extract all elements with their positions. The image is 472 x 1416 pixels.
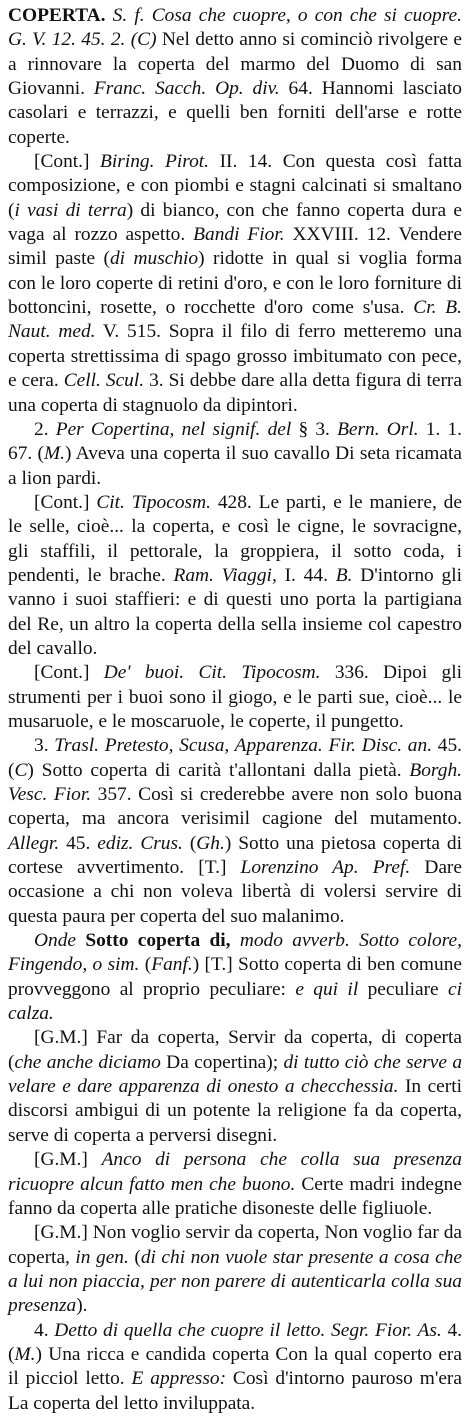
text-run: ( <box>182 832 197 854</box>
text-run: Certe madri indegne fanno da coperta alle pratiche disoneste delle figliuole. <box>8 1173 462 1219</box>
italic-text-run: Detto di quella che cuopre il letto. Segr. Fior. As. <box>54 1319 442 1341</box>
italic-text-run: Allegr. <box>8 832 60 854</box>
text-run: ). <box>76 1295 88 1317</box>
text-run: I. 44. <box>276 564 336 586</box>
italic-text-run: Borgh. Vesc. Fior. <box>8 759 462 805</box>
entry-paragraph <box>8 1148 462 1221</box>
text-run: § 3. <box>291 418 338 440</box>
entry-paragraph <box>8 491 462 661</box>
entry-paragraph <box>8 1221 462 1318</box>
entry-paragraph <box>8 150 462 418</box>
entry-paragraph <box>8 929 462 1026</box>
text-run: 336. Dipoi gli strumenti per i buoi sono il giogo, e le parti sue, cioè... le musaruole, e le moscaruole, le coperte, il pungetto. <box>8 662 462 732</box>
text-run: [Cont.] <box>34 662 104 684</box>
text-run: Da copertina); <box>160 1051 284 1073</box>
italic-text-run: B. <box>335 564 353 586</box>
italic-text-run: M. <box>14 1343 36 1365</box>
italic-text-run: Bern. Orl. <box>337 418 419 440</box>
text-run: 4. <box>34 1319 55 1341</box>
italic-text-run: Gh. <box>196 832 225 854</box>
text-run: 428. Le parti, e le maniere, de le selle, cioè... la coperta, e così le cigne, le sovracigne, gli staffili, il pettorale, la groppiera, il sotto coda, i pendenti, le brache. <box>8 491 462 586</box>
text-run: II. 14. Con questa così fatta composizione, e con piombi e stagni calcinati si smaltano ( <box>8 151 462 221</box>
italic-text-run: E appresso: <box>131 1368 227 1390</box>
text-run: 2. <box>34 418 56 440</box>
italic-text-run: e qui il <box>295 978 359 1000</box>
text-run: 1. 1. 67. ( <box>8 418 463 465</box>
text-run: 45. ( <box>8 735 463 781</box>
italic-text-run: Cit. Tipocosm. <box>96 491 211 513</box>
text-run: 4. ( <box>8 1319 463 1365</box>
italic-text-run: Biring. Pirot. <box>100 151 210 173</box>
italic-text-run: Lorenzino Ap. Pref. <box>240 857 411 879</box>
text-run: [G.M.] <box>34 1149 102 1171</box>
italic-text-run: M. <box>43 443 65 465</box>
italic-text-run: C <box>14 759 28 781</box>
italic-text-run: Per Copertina, nel signif. del <box>55 418 292 440</box>
text-run: 3. Si debbe dare alla detta figura di terra una coperta di stagnuolo da dipintori. <box>8 370 462 416</box>
text-run: ) di bianco, con che fanno coperta dura e vaga al rozzo aspetto. <box>8 199 462 246</box>
text-run: ) Una ricca e candida coperta Con la qual coperto era il picciol letto. <box>8 1343 462 1390</box>
italic-text-run: ci calza. <box>8 978 463 1025</box>
italic-text-run: modo avverb. Sotto colore, Fingendo, o sim. <box>8 930 463 976</box>
text-run: In certi discorsi ambigui di un potente la religione fa da coperta, serve di coperta a perversi disegni. <box>8 1076 463 1146</box>
text-run: ) Aveva una coperta il suo cavallo Di seta ricamata a lion pardi. <box>8 443 462 489</box>
text-run: peculiare <box>358 978 449 1000</box>
text-run: ) Sotto una pietosa coperta di cortese avvertimento. [T.] <box>8 832 462 879</box>
text-run: V. 515. Sopra il filo di ferro metteremo una coperta strettissima di spago grosso imbitumato con pece, e cera. <box>8 321 463 392</box>
text-run: 64. Hannomi lasciato casolari e terrazzi, e quelli ben forniti dell'arse e rotte coperte. <box>8 78 462 148</box>
italic-text-run: ediz. Crus. <box>97 832 183 854</box>
text-run: XXVIII. 12. Vendere simil paste ( <box>8 224 462 270</box>
text-run: Nel detto anno si cominciò rivolgere e a rinnovare la coperta del marmo del Duomo di san Giovanni. <box>8 29 462 100</box>
text-run: ) ridotte in qual si voglia forma con le loro coperte di retini d'oro, e con le loro forniture di bottoncini, rosette, o rocchette d'oro come s'usa. <box>8 248 462 319</box>
entry-paragraph <box>8 1026 462 1148</box>
text-run: [Cont.] <box>34 151 101 173</box>
italic-text-run: Cell. Scul. <box>63 370 145 392</box>
italic-text-run: di chi non vuole star presente a cosa che a lui non piaccia, per non parere di autenticarla colla sua presenza <box>8 1246 463 1317</box>
italic-text-run: S. f. Cosa che cuopre, o con che si cuopre. G. V. 12. 45. 2. (C) <box>8 5 462 51</box>
text-run: ( <box>128 1246 141 1268</box>
entry-paragraph <box>8 1319 462 1416</box>
text-run: [G.M.] Far da coperta, Servir da coperta, di coperta ( <box>8 1027 462 1073</box>
text-run: ) Sotto coperta di carità t'allontani dalla pietà. <box>27 759 410 781</box>
italic-text-run: Cr. B. Naut. med. <box>8 297 462 343</box>
italic-text-run: i vasi di terra <box>14 199 127 221</box>
italic-text-run: Onde <box>34 930 77 952</box>
text-run: 357. Così si crederebbe avere non solo buona coperta, ma ancora verisimil cagione del mutamento. <box>8 784 462 830</box>
text-run: 45. <box>59 832 98 854</box>
text-run: D'intorno gli vanno i suoi staffieri: e di questi uno porta la partigiana del Re, un altro la coperta della sella insieme col capestro del cavallo. <box>8 564 462 659</box>
entry-paragraph <box>8 734 462 929</box>
italic-text-run: di tutto ciò che serve a velare e dare apparenza di onesto a checchessia. <box>8 1051 463 1098</box>
italic-text-run: Ram. Viaggi, <box>173 564 277 586</box>
bold-text-run: Sotto coperta di, <box>76 930 240 952</box>
text-run: ) [T.] Sotto coperta di ben comune provveggono al proprio peculiare: <box>8 954 462 1000</box>
dictionary-entry-coperta <box>8 4 462 1416</box>
italic-text-run: Bandi Fior. <box>193 224 285 246</box>
text-run: ( <box>139 954 152 976</box>
italic-text-run: in gen. <box>75 1246 129 1268</box>
italic-text-run: Anco di persona che colla sua presenza ricuopre alcun fatto men che buono. <box>8 1149 463 1195</box>
italic-text-run: di muschio <box>109 248 199 270</box>
italic-text-run: Fanf. <box>151 954 193 976</box>
text-run: Così d'intorno pauroso m'era La coperta del letto inviluppata. <box>8 1368 462 1414</box>
bold-text-run: COPERTA. <box>8 5 106 26</box>
text-run: [G.M.] Non voglio servir da coperta, Non voglio far da coperta, <box>8 1222 462 1268</box>
text-run: 3. <box>34 735 55 757</box>
entry-paragraph <box>8 418 462 491</box>
entry-paragraph <box>8 4 462 150</box>
entry-paragraph <box>8 661 462 734</box>
text-run: Dare occasione a chi non voleva libertà di volersi servire di questa paura per coperta del suo malanimo. <box>8 857 462 927</box>
italic-text-run: De' buoi. Cit. Tipocosm. <box>103 662 321 684</box>
italic-text-run: Trasl. Pretesto, Scusa, Apparenza. Fir. Disc. an. <box>54 735 433 757</box>
italic-text-run: che anche diciamo <box>14 1051 161 1073</box>
italic-text-run: Franc. Sacch. Op. div. <box>93 78 280 100</box>
text-run: [Cont.] <box>34 491 97 513</box>
